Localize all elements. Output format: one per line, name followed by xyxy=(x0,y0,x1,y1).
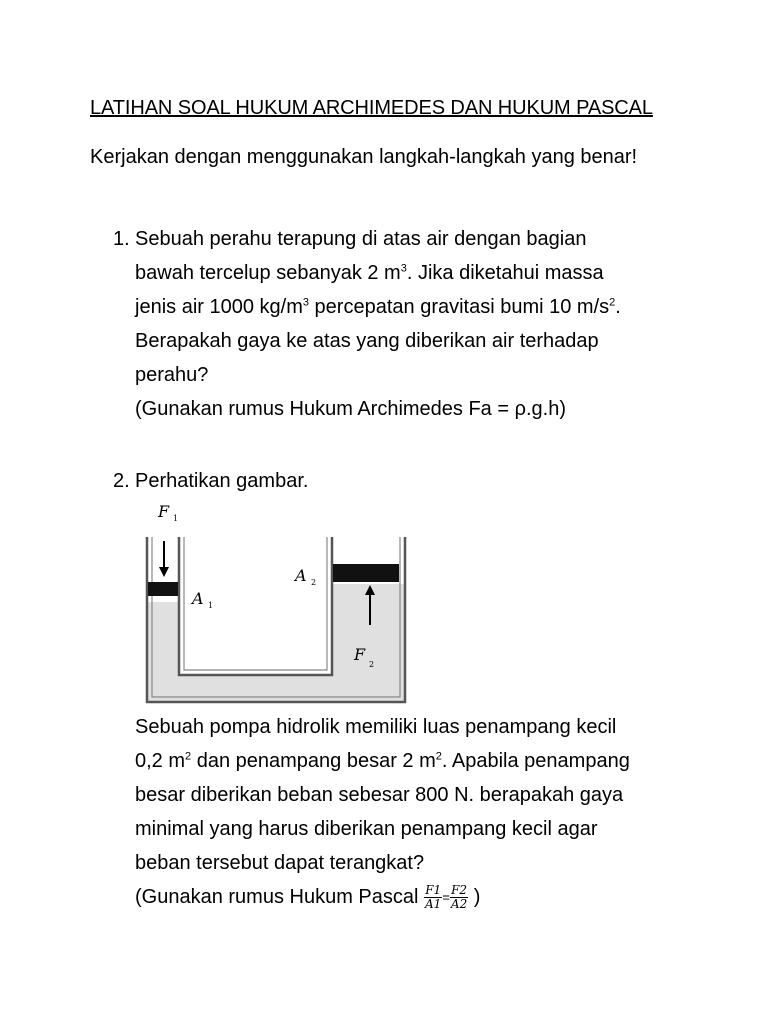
q2-line-2-text: 0,2 m xyxy=(135,750,186,772)
q2-line-2 xyxy=(135,744,695,778)
q2-line-4: minimal yang harus diberikan penampang kecil agar xyxy=(135,818,598,840)
hydraulic-press-diagram xyxy=(140,497,410,707)
q2-line-6 xyxy=(135,880,695,915)
q1-exponent-2: 3 xyxy=(302,296,309,309)
q2-line-6-end: ) xyxy=(468,886,481,908)
label-f1-sub: 1 xyxy=(173,514,179,523)
q2-exponent: 2 xyxy=(185,750,192,763)
q1-line-5: perahu? xyxy=(135,364,209,386)
page-title: LATIHAN SOAL HUKUM ARCHIMEDES DAN HUKUM PASCAL xyxy=(90,97,653,119)
instructions: Kerjakan dengan menggunakan langkah-langkah yang benar! xyxy=(90,146,638,168)
q2-line-2-end: . Apabila penampang xyxy=(441,750,630,772)
q1-line-2-text: bawah tercelup sebanyak 2 m xyxy=(135,262,401,284)
question-2-number: 2. xyxy=(113,470,130,492)
fluid xyxy=(147,584,405,702)
equals-sign: = xyxy=(442,889,450,905)
fraction-f2-a2 xyxy=(450,884,468,911)
q1-exponent-3: 2 xyxy=(609,296,616,309)
q2-line-1: Sebuah pompa hidrolik memiliki luas penampang kecil xyxy=(135,716,617,738)
label-a1: A xyxy=(192,589,204,608)
question-1 xyxy=(135,222,695,426)
small-piston xyxy=(148,582,178,596)
q1-line-2 xyxy=(135,256,695,290)
q1-line-4: Berapakah gaya ke atas yang diberikan air terhadap xyxy=(135,330,599,352)
q1-line-2-end: . Jika diketahui massa xyxy=(406,262,604,284)
label-f2: F xyxy=(354,645,366,664)
q1-exponent: 3 xyxy=(400,262,407,275)
question-1-number: 1. xyxy=(113,228,130,250)
fraction-1-denominator: A1 xyxy=(425,897,442,912)
q1-line-3 xyxy=(135,290,695,324)
q2-line-6-text: (Gunakan rumus Hukum Pascal xyxy=(135,886,425,908)
q2-line-2-mid: dan penampang besar 2 m xyxy=(191,750,436,772)
question-2-heading: Perhatikan gambar. xyxy=(135,470,309,492)
fraction-f1-a1 xyxy=(424,884,442,911)
label-f1: F xyxy=(158,502,170,521)
fraction-2-numerator: F2 xyxy=(451,883,468,898)
inner-wall-inner xyxy=(184,537,327,670)
label-a1-sub: 1 xyxy=(208,601,214,610)
fraction-2-denominator: A2 xyxy=(450,897,468,912)
label-f2-sub: 2 xyxy=(369,660,375,669)
q1-line-1: Sebuah perahu terapung di atas air dengan bagian xyxy=(135,228,587,250)
q2-line-5: beban tersebut dapat terangkat? xyxy=(135,852,425,874)
q1-line-3-text: jenis air 1000 kg/m xyxy=(135,296,303,318)
q1-line-3-end: . xyxy=(615,296,621,318)
q2-exponent-2: 2 xyxy=(435,750,442,763)
fraction-1-numerator: F1 xyxy=(425,883,442,898)
q1-line-3-mid: percepatan gravitasi bumi 10 m/s xyxy=(309,296,610,318)
question-2-body xyxy=(135,710,695,915)
q2-line-3: besar diberikan beban sebesar 800 N. berapakah gaya xyxy=(135,784,624,806)
label-a2: A xyxy=(295,566,307,585)
large-piston xyxy=(333,564,399,582)
force-1-arrowhead xyxy=(159,567,169,577)
label-a2-sub: 2 xyxy=(311,578,317,587)
q1-line-6: (Gunakan rumus Hukum Archimedes Fa = ρ.g.h) xyxy=(135,398,566,420)
